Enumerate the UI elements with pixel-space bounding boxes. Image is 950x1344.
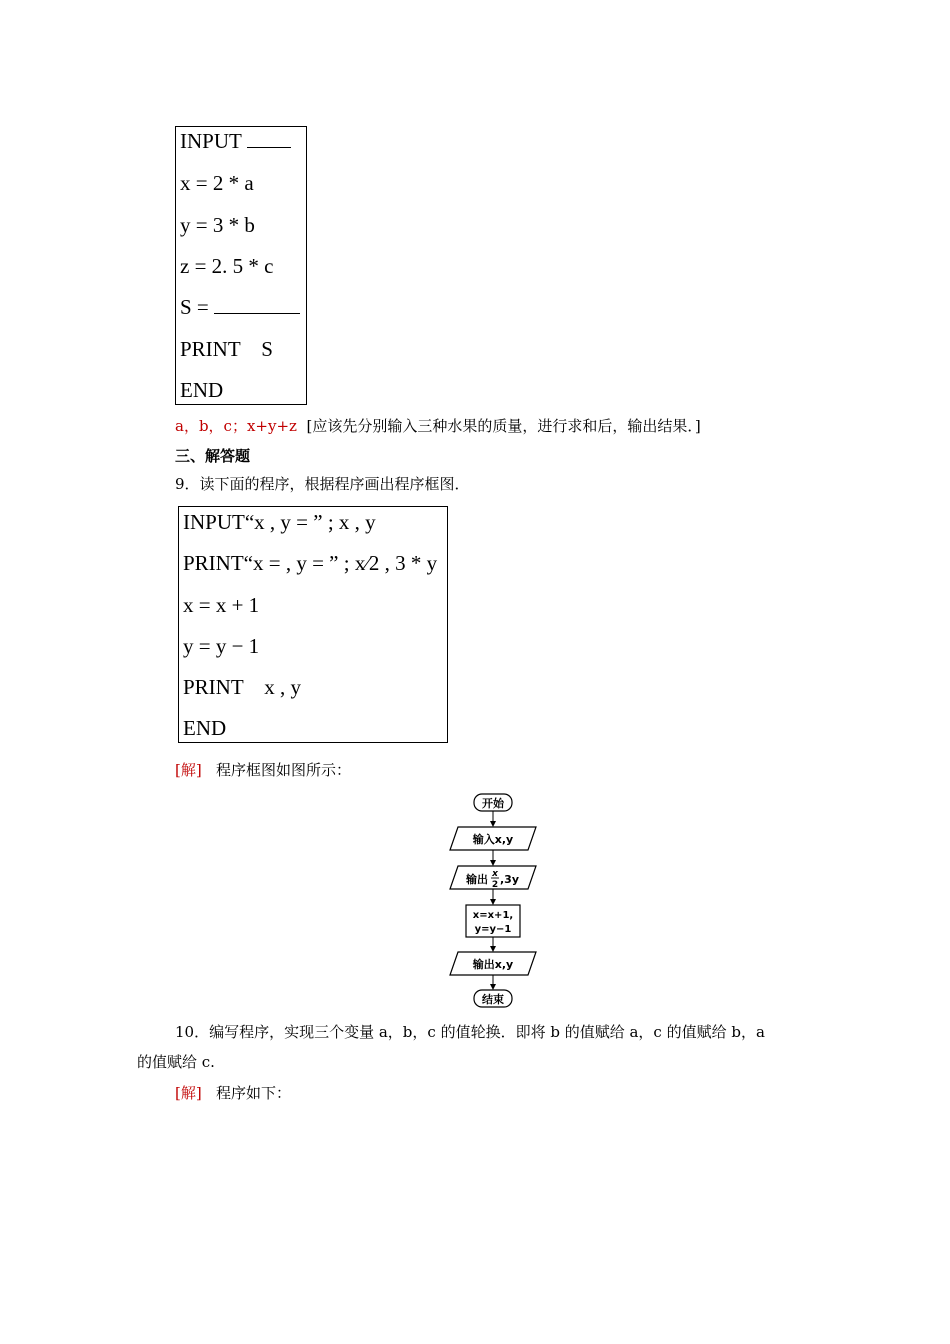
s-blank (214, 295, 300, 314)
solution-9 (175, 760, 351, 780)
output-1-frac-num: x (492, 869, 498, 879)
output-1-prefix: 输出 (466, 873, 488, 886)
output-1-suffix: ,3y (500, 873, 520, 886)
code-line: z = 2. 5 * c (180, 254, 274, 278)
question-10-stem-line-2: 的值赋给 c. (137, 1053, 215, 1071)
solution-text: 程序如下： (216, 1084, 292, 1102)
code-line: x = x + 1 (183, 593, 260, 617)
code-line: INPUT“x , y = ” ; x , y (183, 510, 376, 534)
code-line: END (183, 716, 227, 740)
code-line: y = y − 1 (183, 634, 260, 658)
program-box-2 (178, 506, 448, 743)
solution-tag: [解] (175, 1084, 202, 1102)
code-line: END (180, 378, 224, 402)
question-10-stem-line-1: 10．编写程序，实现三个变量 a，b，c 的值轮换．即将 b 的值赋给 a，c 的值赋给 b，a (175, 1023, 765, 1041)
code-line-s: S = (180, 295, 300, 319)
answer-explanation: [应该先分别输入三种水果的质量，进行求和后，输出结果．] (306, 417, 701, 435)
input-blank (247, 129, 291, 148)
output-2-label: 输出x,y (472, 958, 514, 971)
code-line: PRINT S (180, 337, 273, 361)
start-label: 开始 (482, 797, 504, 810)
process-line-2: y=y−1 (474, 924, 512, 935)
section-heading: 三、解答题 (175, 447, 251, 465)
code-line: y = 3 * b (180, 213, 255, 237)
solution-10 (175, 1083, 291, 1103)
solution-tag: [解] (175, 761, 202, 779)
flowchart (440, 790, 550, 1010)
code-line: PRINT x , y (183, 675, 302, 699)
code-line: x = 2 * a (180, 171, 254, 195)
program-box-1 (175, 126, 307, 405)
input-label: 输入x,y (472, 833, 514, 846)
answer-value: a，b，c；x+y+z (175, 417, 297, 435)
solution-text: 程序框图如图所示： (216, 761, 352, 779)
code-line-input: INPUT (180, 129, 291, 153)
end-label: 结束 (482, 993, 504, 1006)
question-9-stem: 9．读下面的程序，根据程序画出程序框图． (175, 475, 470, 493)
answer-8 (175, 416, 701, 436)
process-line-1: x=x+1, (472, 910, 514, 921)
code-line: PRINT“x = , y = ” ; x∕2 , 3 * y (183, 551, 438, 575)
output-1-frac-den: 2 (491, 880, 499, 890)
